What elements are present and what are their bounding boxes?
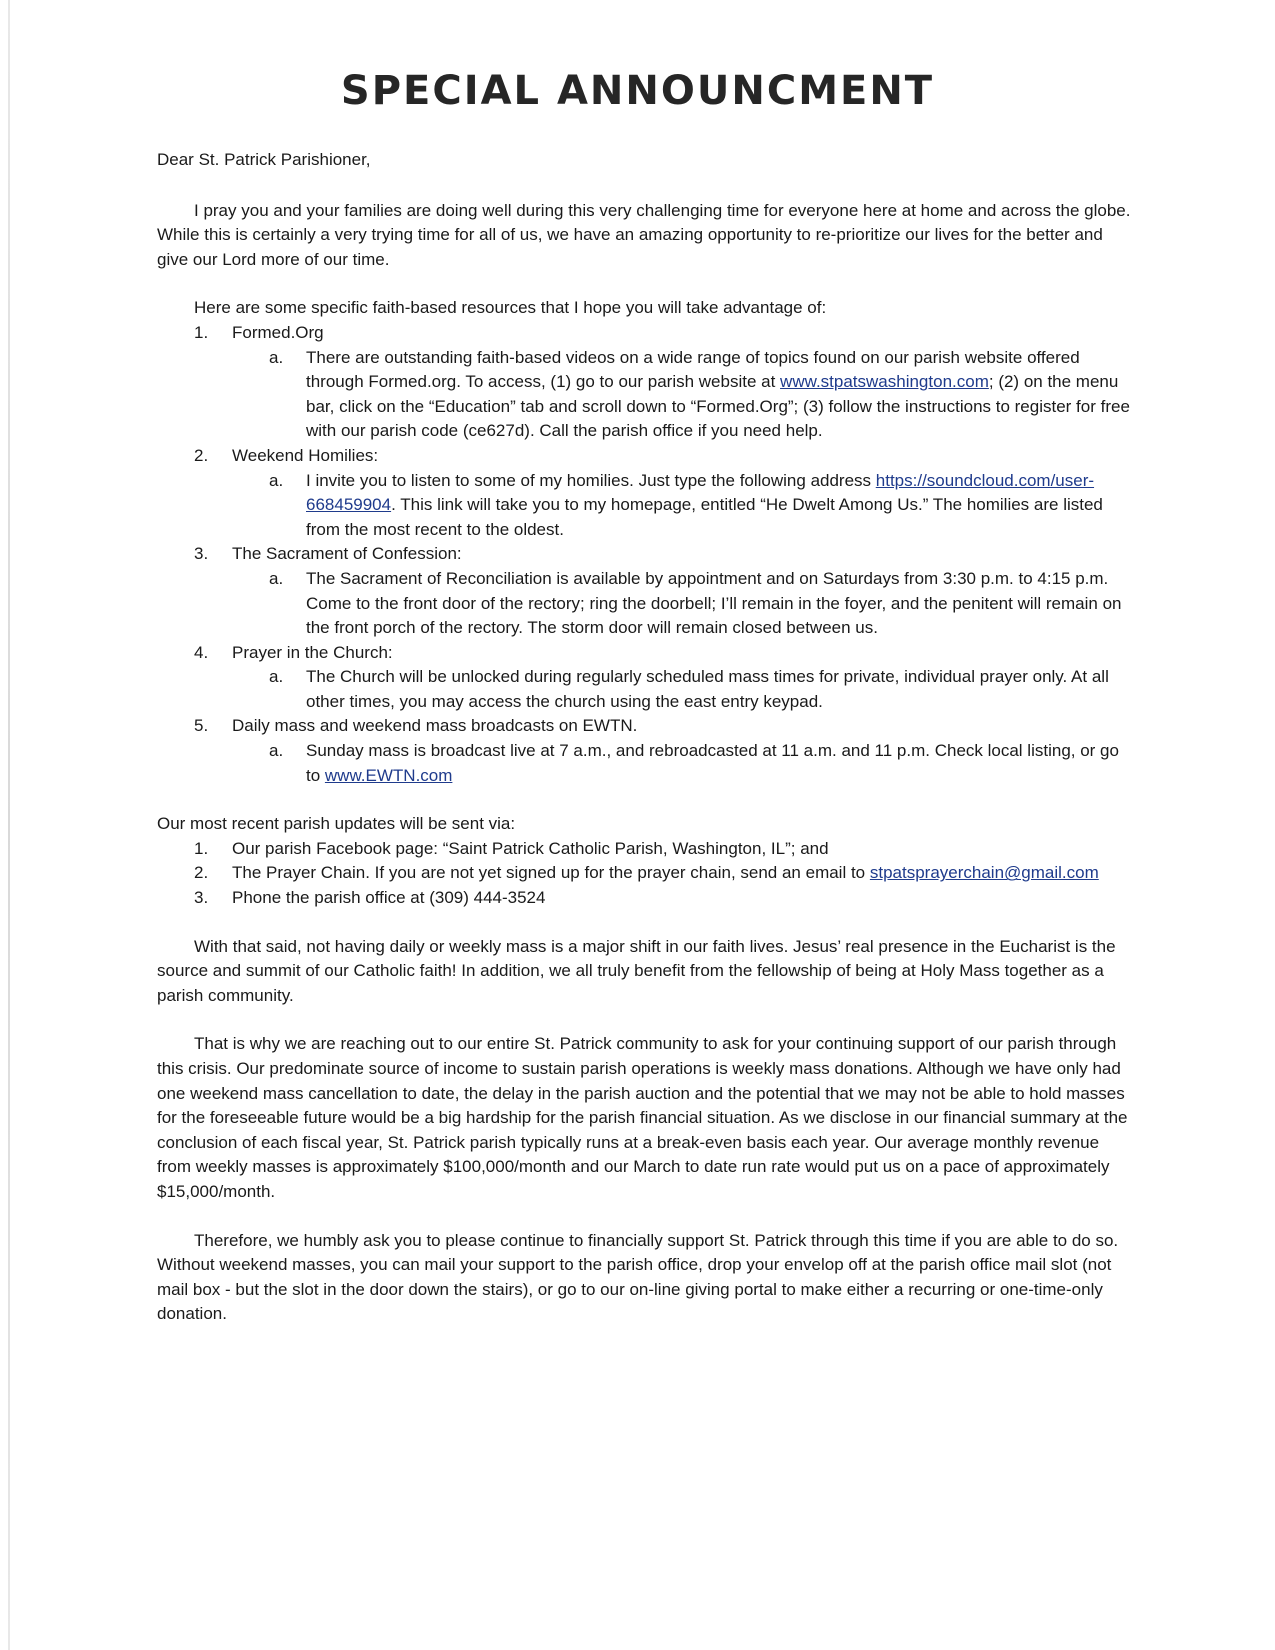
sub-list [232, 665, 1137, 714]
update-item-prayer-chain [157, 861, 1137, 886]
item-title: Prayer in the Church: [232, 642, 393, 662]
salutation: Dear St. Patrick Parishioner, [157, 150, 371, 169]
mass-paragraph: With that said, not having daily or weekly mass is a major shift in our faith lives. Jesus’ real presence in the Eucharist is the source and summit of our Catholic faith! In addition, we all truly benefit from the fellowship of being at Holy Mass together as a parish community. [157, 936, 1116, 1005]
item-number: 3. [194, 888, 209, 908]
sub-list [232, 567, 1137, 641]
sub-text: There are outstanding faith-based videos on a wide range of topics found on our parish website offered through Formed.org. To access, (1) go to our parish website at [306, 347, 1080, 392]
parish-website-link[interactable]: www.stpatswashington.com [780, 372, 989, 392]
resource-item-confession [157, 542, 1137, 640]
sub-list [232, 739, 1137, 788]
item-number: 2. [194, 445, 209, 465]
update-text: The Prayer Chain. If you are not yet signed up for the prayer chain, send an email to [232, 863, 870, 883]
resource-item-homilies [157, 444, 1137, 542]
sub-letter: a. [269, 568, 284, 588]
item-title: Daily mass and weekend mass broadcasts on EWTN. [232, 716, 638, 736]
support-paragraph: That is why we are reaching out to our entire St. Patrick community to ask for your continuing support of our parish through this crisis. Our predominate source of income to sustain parish operations is weekly mass donations. Although we have only had one weekend mass cancellation to date, the delay in the parish auction and the potential that we may not be able to hold masses for the foreseeable future would be a big hardship for the parish financial situation. As we disclose in our financial summary at the conclusion of each fiscal year, St. Patrick parish typically runs at a break-even basis each year. Our average monthly revenue from weekly masses is approximately $100,000/month and our March to date run rate would put us on a pace of approximately $15,000/month. [157, 1034, 1128, 1201]
updates-list [157, 837, 1137, 911]
request-paragraph: Therefore, we humbly ask you to please continue to financially support St. Patrick through this time if you are able to do so. Without weekend masses, you can mail your support to the parish office, drop your envelop off at the parish office mail slot (not mail box - but the slot in the door down the stairs), or go to our on-line giving portal to make either a recurring or one-time-only donation. [157, 1230, 1119, 1324]
sub-letter: a. [269, 741, 284, 761]
item-title: The Sacrament of Confession: [232, 544, 462, 564]
item-number: 5. [194, 716, 209, 736]
sub-item [231, 739, 1137, 788]
sub-text: Sunday mass is broadcast live at 7 a.m., and rebroadcasted at 11 a.m. and 11 p.m. Check local listing, or go to [306, 741, 1119, 785]
resources-intro: Here are some specific faith-based resources that I hope you will take advantage of: [194, 298, 827, 318]
sub-text-after: ; (2) on the menu bar, click on the “Education” tab and scroll down to “Formed.Org”; (3) follow the instructions to register for free with our parish code (ce627d). Call the parish office if you need help. [306, 372, 1130, 441]
sub-list [232, 346, 1137, 444]
spacer [157, 911, 1137, 935]
item-title: Weekend Homilies: [232, 445, 379, 465]
sub-item [231, 346, 1137, 444]
sub-item [231, 665, 1137, 714]
item-title: Formed.Org [232, 322, 324, 342]
sub-text: The Church will be unlocked during regularly scheduled mass times for private, individual prayer only. At all other times, you may access the church using the east entry keypad. [306, 667, 1109, 711]
spacer [157, 788, 1137, 812]
sub-list [232, 469, 1137, 543]
resource-item-prayer [157, 641, 1137, 715]
sub-text: I invite you to listen to some of my homilies. Just type the following address [306, 470, 876, 490]
update-text: Our parish Facebook page: “Saint Patrick Catholic Parish, Washington, IL”; and [232, 838, 829, 858]
sub-letter: a. [269, 470, 284, 490]
sub-letter: a. [269, 347, 284, 367]
update-text: Phone the parish office at (309) 444-3524 [232, 888, 546, 908]
ewtn-link[interactable]: www.EWTN.com [324, 765, 453, 785]
item-number: 4. [194, 642, 209, 662]
sub-text-after: . This link will take you to my homepage, entitled “He Dwelt Among Us.” The homilies are listed from the most recent to the oldest. [306, 495, 1103, 539]
item-number: 1. [194, 838, 209, 858]
resource-item-formed [157, 321, 1137, 444]
sub-item [231, 567, 1137, 641]
page-title: SPECIAL ANNOUNCMENT [340, 68, 935, 114]
sub-text: The Sacrament of Reconciliation is available by appointment and on Saturdays from 3:30 p.m. to 4:15 p.m. Come to the front door of the rectory; ring the doorbell; I’ll remain in the foyer, and the penitent will remain on the front porch of the rectory. The storm door will remain closed between us. [306, 568, 1122, 638]
sub-item [231, 469, 1137, 543]
resources-list [157, 321, 1137, 788]
item-number: 1. [194, 322, 209, 342]
opening-paragraph: I pray you and your families are doing well during this very challenging time for everyone here at home and across the globe. While this is certainly a very trying time for all of us, we have an amazing opportunity to re-prioritize our lives for the better and give our Lord more of our time. [157, 200, 1131, 269]
scan-edge [8, 0, 10, 1650]
soundcloud-link[interactable]: https://soundcloud.com/user-668459904 [306, 470, 1095, 515]
resource-item-ewtn [157, 714, 1137, 788]
item-number: 3. [194, 544, 209, 564]
updates-intro: Our most recent parish updates will be sent via: [157, 814, 516, 834]
update-item-facebook [157, 837, 1137, 862]
letter-body [157, 148, 1137, 1327]
update-item-phone [157, 886, 1137, 911]
prayer-chain-email-link[interactable]: stpatsprayerchain@gmail.com [869, 863, 1099, 883]
sub-letter: a. [269, 667, 284, 687]
item-number: 2. [194, 863, 209, 883]
